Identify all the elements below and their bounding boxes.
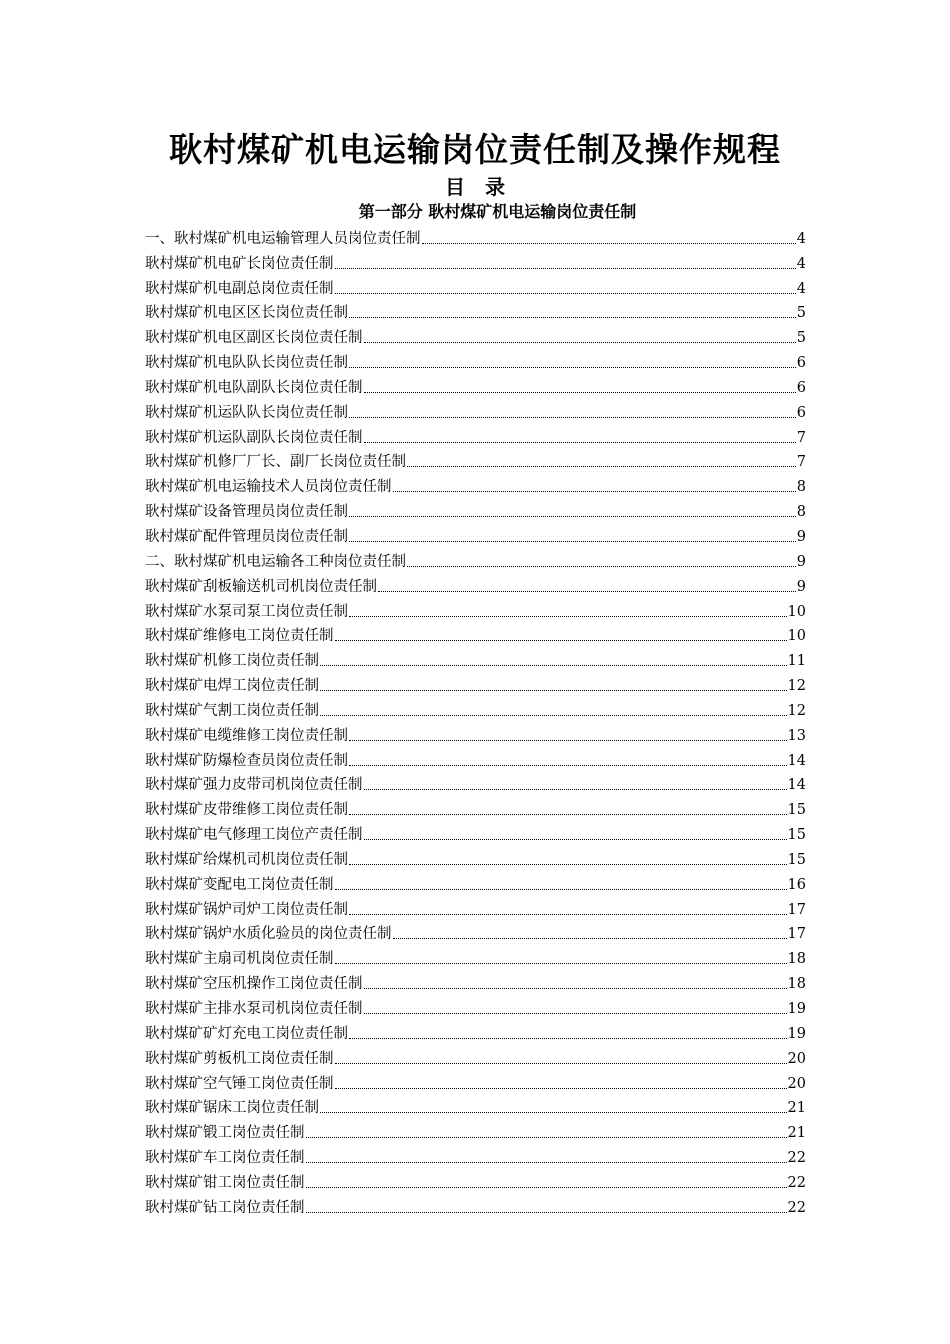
toc-leader-dots: [364, 442, 796, 443]
toc-entry-page: 15: [787, 851, 806, 868]
toc-leader-dots: [306, 1137, 787, 1138]
toc-entry-page: 12: [787, 678, 806, 695]
toc-entry-label: 耿村煤矿机运队副队长岗位责任制: [145, 429, 363, 446]
toc-entry[interactable]: [145, 895, 806, 920]
toc-entry-page: 7: [796, 429, 806, 446]
toc-entry[interactable]: [145, 820, 806, 845]
toc-leader-dots: [407, 566, 796, 567]
toc-leader-dots: [349, 417, 796, 418]
toc-entry-label: 耿村煤矿主扇司机岗位责任制: [145, 951, 334, 968]
toc-entry-label: 一、耿村煤矿机电运输管理人员岗位责任制: [145, 230, 421, 247]
toc-leader-dots: [349, 814, 787, 815]
toc-entry-label: 耿村煤矿水泵司泵工岗位责任制: [145, 603, 348, 620]
toc-leader-dots: [364, 392, 796, 393]
toc-entry-page: 22: [787, 1174, 806, 1191]
toc-leader-dots: [349, 740, 787, 741]
toc-entry-label: 耿村煤矿矿灯充电工岗位责任制: [145, 1025, 348, 1042]
toc-leader-dots: [349, 616, 787, 617]
toc-entry-page: 10: [787, 603, 806, 620]
toc-entry[interactable]: [145, 522, 806, 547]
toc-entry[interactable]: [145, 845, 806, 870]
toc-entry-page: 17: [787, 901, 806, 918]
toc-entry[interactable]: [145, 795, 806, 820]
toc-leader-dots: [335, 268, 796, 269]
toc-entry-page: 5: [796, 330, 806, 347]
toc-entry-page: 15: [787, 802, 806, 819]
toc-entry[interactable]: [145, 299, 806, 324]
toc-entry-page: 18: [787, 951, 806, 968]
toc-entry-label: 耿村煤矿配件管理员岗位责任制: [145, 528, 348, 545]
toc-entry[interactable]: [145, 472, 806, 497]
toc-entry[interactable]: [145, 249, 806, 274]
toc-entry-label: 耿村煤矿空气锤工岗位责任制: [145, 1075, 334, 1092]
toc-entry-page: 8: [796, 504, 806, 521]
toc-entry-label: 耿村煤矿机电运输技术人员岗位责任制: [145, 479, 392, 496]
toc-leader-dots: [364, 789, 787, 790]
toc-leader-dots: [335, 1088, 787, 1089]
toc-entry[interactable]: [145, 323, 806, 348]
toc-leader-dots: [335, 1063, 787, 1064]
toc-entry[interactable]: [145, 1193, 806, 1218]
toc-leader-dots: [335, 293, 796, 294]
toc-entry-label: 耿村煤矿气割工岗位责任制: [145, 702, 319, 719]
toc-leader-dots: [393, 938, 787, 939]
toc-entry-page: 9: [796, 553, 806, 570]
toc-entry[interactable]: [145, 771, 806, 796]
toc-entry-label: 耿村煤矿机运队队长岗位责任制: [145, 404, 348, 421]
toc-entry-label: 耿村煤矿电焊工岗位责任制: [145, 678, 319, 695]
toc-entry[interactable]: [145, 572, 806, 597]
toc-entry-page: 21: [787, 1100, 806, 1117]
toc-entry-label: 耿村煤矿强力皮带司机岗位责任制: [145, 777, 363, 794]
toc-leader-dots: [364, 988, 787, 989]
toc-leader-dots: [320, 1112, 787, 1113]
toc-leader-dots: [364, 839, 787, 840]
toc-leader-dots: [320, 665, 787, 666]
toc-entry-page: 20: [787, 1050, 806, 1067]
toc-leader-dots: [306, 1187, 787, 1188]
toc-entry-label: 二、耿村煤矿机电运输各工种岗位责任制: [145, 553, 406, 570]
toc-entry-label: 耿村煤矿车工岗位责任制: [145, 1150, 305, 1167]
toc-entry[interactable]: [145, 1019, 806, 1044]
toc-leader-dots: [349, 516, 796, 517]
toc-entry-page: 5: [796, 305, 806, 322]
toc-entry[interactable]: [145, 1069, 806, 1094]
toc-entry-label: 耿村煤矿机电副总岗位责任制: [145, 280, 334, 297]
toc-leader-dots: [349, 317, 796, 318]
toc-entry-label: 耿村煤矿钻工岗位责任制: [145, 1199, 305, 1216]
table-of-contents: [145, 224, 806, 1218]
toc-leader-dots: [335, 889, 787, 890]
toc-entry-page: 8: [796, 479, 806, 496]
toc-entry[interactable]: [145, 373, 806, 398]
toc-entry-page: 10: [787, 628, 806, 645]
toc-entry[interactable]: [145, 721, 806, 746]
toc-leader-dots: [306, 1162, 787, 1163]
toc-entry-page: 4: [796, 280, 806, 297]
toc-entry-page: 6: [796, 355, 806, 372]
toc-leader-dots: [349, 765, 787, 766]
toc-entry[interactable]: [145, 348, 806, 373]
toc-entry-page: 22: [787, 1150, 806, 1167]
toc-entry[interactable]: [145, 969, 806, 994]
toc-entry-page: 22: [787, 1199, 806, 1216]
toc-entry-page: 19: [787, 1001, 806, 1017]
toc-entry-page: 18: [787, 976, 806, 993]
toc-entry[interactable]: [145, 547, 806, 572]
toc-entry-label: 耿村煤矿剪板机工岗位责任制: [145, 1050, 334, 1067]
toc-entry[interactable]: [145, 398, 806, 423]
toc-leader-dots: [349, 914, 787, 915]
toc-leader-dots: [320, 690, 787, 691]
toc-leader-dots: [364, 342, 796, 343]
toc-entry-label: 耿村煤矿钳工岗位责任制: [145, 1174, 305, 1191]
toc-entry-page: 6: [796, 404, 806, 421]
toc-leader-dots: [422, 243, 796, 244]
toc-leader-dots: [364, 1013, 787, 1014]
toc-leader-dots: [306, 1212, 787, 1213]
toc-leader-dots: [378, 591, 796, 592]
toc-entry-label: 耿村煤矿维修电工岗位责任制: [145, 628, 334, 645]
toc-entry-label: 耿村煤矿机电区区长岗位责任制: [145, 305, 348, 322]
toc-entry[interactable]: [145, 1143, 806, 1168]
toc-entry[interactable]: [145, 696, 806, 721]
toc-entry-label: 耿村煤矿皮带维修工岗位责任制: [145, 802, 348, 819]
toc-entry-label: 耿村煤矿机电区副区长岗位责任制: [145, 330, 363, 347]
toc-entry-page: 20: [787, 1075, 806, 1092]
toc-entry[interactable]: [145, 497, 806, 522]
toc-entry[interactable]: [145, 994, 806, 1019]
toc-leader-dots: [349, 367, 796, 368]
toc-entry-page: 17: [787, 926, 806, 943]
toc-leader-dots: [349, 1038, 787, 1039]
toc-entry-label: 耿村煤矿变配电工岗位责任制: [145, 876, 334, 893]
toc-leader-dots: [335, 640, 787, 641]
toc-entry[interactable]: [145, 1094, 806, 1119]
toc-entry[interactable]: [145, 274, 806, 299]
toc-entry[interactable]: [145, 944, 806, 969]
toc-entry-label: 耿村煤矿空压机操作工岗位责任制: [145, 976, 363, 993]
toc-entry[interactable]: [145, 448, 806, 473]
toc-entry[interactable]: [145, 1118, 806, 1143]
toc-leader-dots: [393, 491, 796, 492]
toc-entry[interactable]: [145, 622, 806, 647]
toc-entry-page: 4: [796, 230, 806, 247]
toc-entry[interactable]: [145, 746, 806, 771]
toc-entry-page: 12: [787, 702, 806, 719]
toc-entry[interactable]: [145, 920, 806, 945]
toc-entry[interactable]: [145, 1168, 806, 1193]
toc-entry-label: 耿村煤矿机电矿长岗位责任制: [145, 255, 334, 272]
toc-entry-label: 耿村煤矿主排水泵司机岗位责任制: [145, 1001, 363, 1017]
toc-entry[interactable]: [145, 597, 806, 622]
toc-leader-dots: [349, 864, 787, 865]
toc-leader-dots: [320, 715, 787, 716]
toc-entry-page: 9: [796, 528, 806, 545]
toc-entry-label: 耿村煤矿给煤机司机岗位责任制: [145, 851, 348, 868]
document-title: 耿村煤矿机电运输岗位责任制及操作规程: [169, 130, 781, 169]
toc-entry-page: 14: [787, 777, 806, 794]
toc-entry-label: 耿村煤矿刮板输送机司机岗位责任制: [145, 578, 377, 595]
toc-entry-page: 11: [787, 653, 806, 670]
toc-entry-label: 耿村煤矿机修厂厂长、副厂长岗位责任制: [145, 454, 406, 471]
toc-entry-page: 14: [787, 752, 806, 769]
toc-entry-label: 耿村煤矿防爆检查员岗位责任制: [145, 752, 348, 769]
toc-entry-label: 耿村煤矿锯床工岗位责任制: [145, 1100, 319, 1117]
toc-entry-page: 9: [796, 578, 806, 595]
toc-entry[interactable]: [145, 1044, 806, 1069]
toc-entry[interactable]: [145, 423, 806, 448]
toc-entry-label: 耿村煤矿电气修理工岗位产责任制: [145, 827, 363, 844]
toc-entry[interactable]: [145, 671, 806, 696]
toc-entry[interactable]: [145, 646, 806, 671]
toc-entry-page: 21: [787, 1125, 806, 1142]
toc-entry-page: 13: [787, 727, 806, 744]
toc-leader-dots: [335, 963, 787, 964]
toc-entry-label: 耿村煤矿机电队副队长岗位责任制: [145, 379, 363, 396]
toc-entry-label: 耿村煤矿电缆维修工岗位责任制: [145, 727, 348, 744]
toc-entry-label: 耿村煤矿锅炉水质化验员的岗位责任制: [145, 926, 392, 943]
toc-entry-label: 耿村煤矿机修工岗位责任制: [145, 653, 319, 670]
toc-entry-label: 耿村煤矿机电队队长岗位责任制: [145, 355, 348, 372]
section-heading: 第一部分 耿村煤矿机电运输岗位责任制: [358, 202, 637, 221]
toc-entry[interactable]: [145, 870, 806, 895]
toc-leader-dots: [349, 541, 796, 542]
toc-entry-page: 15: [787, 827, 806, 844]
toc-leader-dots: [407, 466, 796, 467]
toc-entry-page: 16: [787, 876, 806, 893]
toc-heading: 目 录: [445, 175, 505, 199]
toc-entry-label: 耿村煤矿设备管理员岗位责任制: [145, 504, 348, 521]
toc-entry[interactable]: [145, 224, 806, 249]
toc-entry-label: 耿村煤矿锅炉司炉工岗位责任制: [145, 901, 348, 918]
toc-entry-label: 耿村煤矿锻工岗位责任制: [145, 1125, 305, 1142]
toc-entry-page: 4: [796, 255, 806, 272]
toc-entry-page: 6: [796, 379, 806, 396]
toc-entry-page: 7: [796, 454, 806, 471]
toc-entry-page: 19: [787, 1025, 806, 1042]
